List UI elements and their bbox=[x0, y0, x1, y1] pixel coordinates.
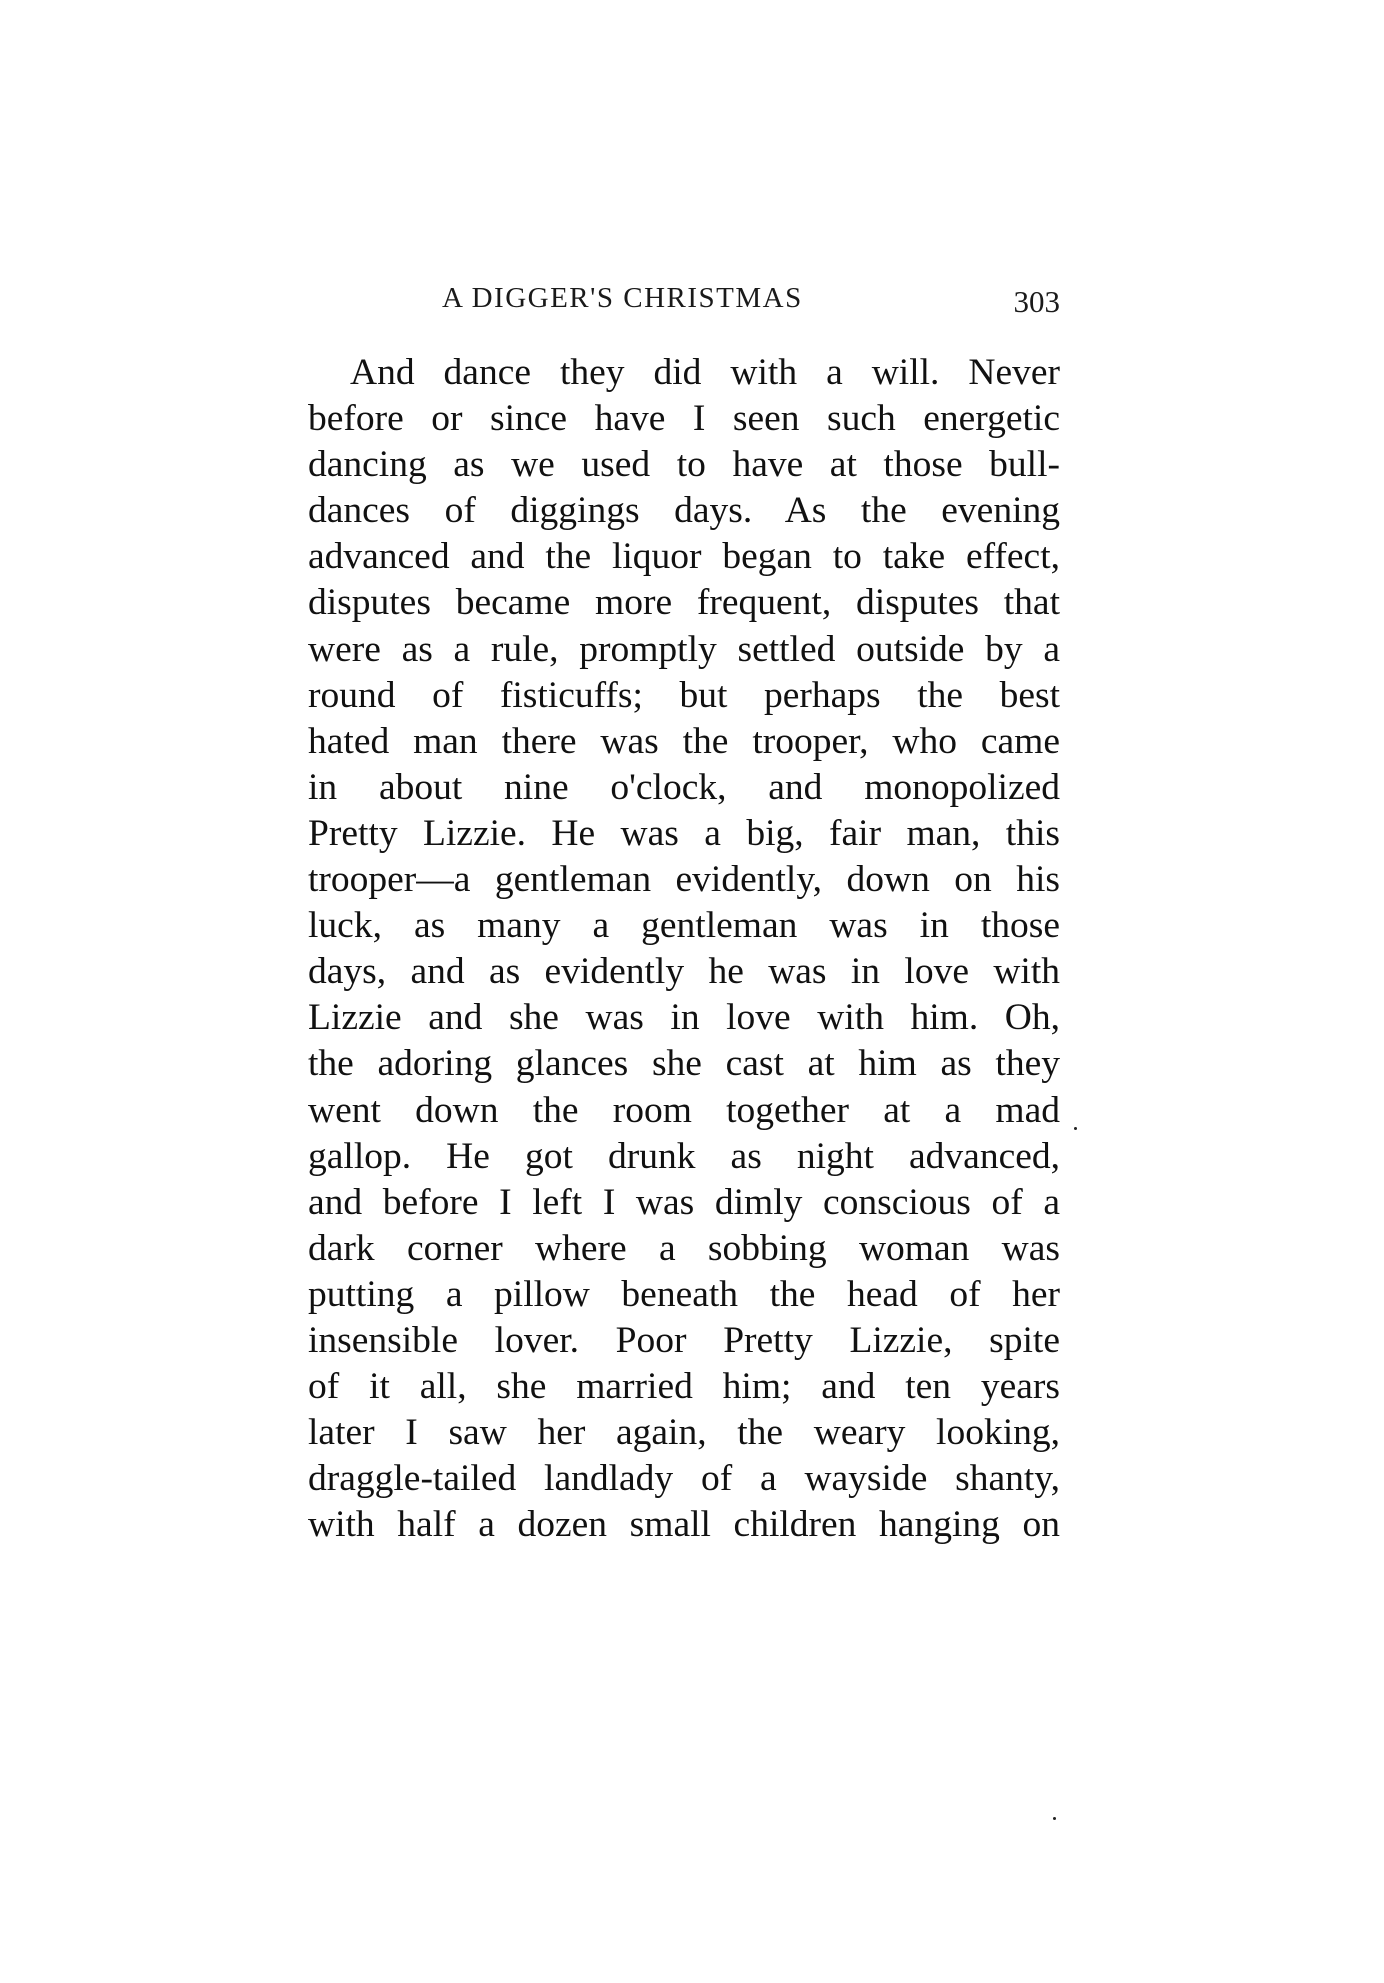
text-line: insensible lover. Poor Pretty Lizzie, spite bbox=[308, 1319, 1060, 1361]
text-line: and before I left I was dimly conscious of a bbox=[308, 1181, 1060, 1223]
text-line: dark corner where a sobbing woman was bbox=[308, 1227, 1060, 1269]
text-line: draggle-tailed landlady of a wayside shanty, bbox=[308, 1458, 1060, 1500]
text-line: hated man there was the trooper, who came bbox=[308, 720, 1060, 762]
page-number: 303 bbox=[1013, 284, 1060, 319]
print-speck bbox=[1074, 1127, 1077, 1130]
text-line: luck, as many a gentleman was in those bbox=[308, 905, 1060, 947]
text-line: in about nine o'clock, and monopolized bbox=[308, 766, 1060, 808]
text-line: days, and as evidently he was in love with bbox=[308, 951, 1060, 993]
running-head bbox=[308, 282, 1060, 322]
running-title: A DIGGER'S CHRISTMAS bbox=[442, 282, 803, 314]
text-line: Pretty Lizzie. He was a big, fair man, this bbox=[308, 812, 1060, 854]
text-line: of it all, she married him; and ten years bbox=[308, 1366, 1060, 1408]
text-line: dancing as we used to have at those bull- bbox=[308, 444, 1060, 486]
text-line: before or since have I seen such energetic bbox=[308, 398, 1060, 440]
text-line: advanced and the liquor began to take effect, bbox=[308, 536, 1060, 578]
text-line: putting a pillow beneath the head of her bbox=[308, 1273, 1060, 1315]
text-line: went down the room together at a mad bbox=[308, 1089, 1060, 1131]
text-line: later I saw her again, the weary looking, bbox=[308, 1412, 1060, 1454]
text-line: trooper—a gentleman evidently, down on his bbox=[308, 859, 1060, 901]
text-line: with half a dozen small children hanging on bbox=[308, 1504, 1060, 1546]
text-line: dances of diggings days. As the evening bbox=[308, 490, 1060, 532]
text-line: And dance they did with a will. Never bbox=[350, 352, 1060, 393]
text-line: were as a rule, promptly settled outside by a bbox=[308, 628, 1060, 670]
text-line: gallop. He got drunk as night advanced, bbox=[308, 1135, 1060, 1177]
print-speck bbox=[1053, 1817, 1056, 1820]
text-line: round of fisticuffs; but perhaps the best bbox=[308, 674, 1060, 716]
body-text bbox=[308, 350, 1060, 1548]
text-line: disputes became more frequent, disputes that bbox=[308, 582, 1060, 624]
text-line: the adoring glances she cast at him as they bbox=[308, 1043, 1060, 1085]
text-line: Lizzie and she was in love with him. Oh, bbox=[308, 997, 1060, 1039]
